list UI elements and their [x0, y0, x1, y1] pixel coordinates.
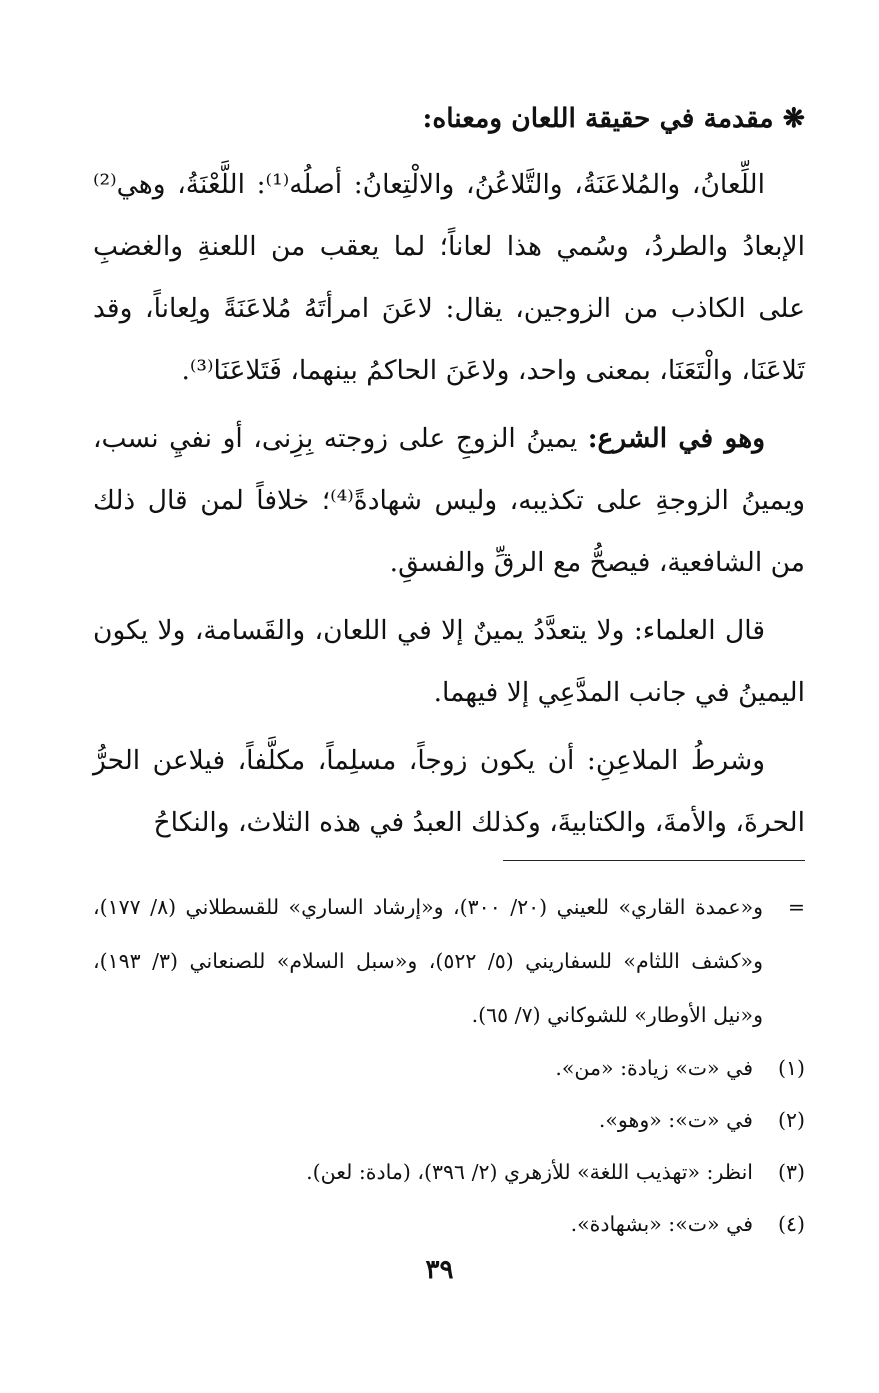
footnote-item — [93, 1094, 805, 1146]
footnote-number: (١) — [777, 1056, 805, 1080]
paragraph-conditions: وشرطُ الملاعِنِ: أن يكون زوجاً، مسلِماً، مكلَّفاً، فيلاعن الحرُّ الحرةَ، والأمةَ، والكتابيةَ، وكذلك العبدُ في هذه الثلاث، والنكاحُ — [93, 745, 805, 838]
footnote-number: (٣) — [777, 1160, 805, 1184]
section-heading: ❋ مقدمة في حقيقة اللعان ومعناه: — [422, 103, 805, 134]
footnote-text: في «ت»: «بشهادة». — [570, 1212, 753, 1236]
paragraph-definition-language: اللِّعانُ، والمُلاعَنَةُ، والتَّلاعُنُ، والالْتِعانُ: أصلُه⁽¹⁾: اللَّعْنَةُ، وهي⁽²⁾ الإبعادُ والطردُ، وسُمي هذا لعاناً؛ لما يعقب من اللعنةِ والغضبِ على الكاذب من الزوجين، يقال: لاعَنَ امرأتَهُ مُلاعَنَةً ولِعاناً، وقد تَلاعَنَا، والْتَعَنَا، بمعنى واحد، ولاعَنَ الحاكمُ بينهما، فَتَلاعَنَا⁽³⁾. — [93, 169, 805, 386]
footnote-text: انظر: «تهذيب اللغة» للأزهري (٢/ ٣٩٦)، (مادة: لعن). — [306, 1160, 753, 1184]
sharia-lead: وهو في الشرع: — [587, 423, 765, 454]
footnote-number: (٤) — [777, 1212, 805, 1236]
footnote-item — [93, 1042, 805, 1094]
main-text — [93, 88, 805, 860]
sharia-rest: يمينُ الزوجِ على زوجته بِزِنى، أو نفيِ نسب، ويمينُ الزوجةِ على تكذيبه، وليس شهادةً⁽⁴⁾؛ خلافاً لمن قال ذلك من الشافعية، فيصحُّ مع الرقِّ والفسقِ. — [93, 423, 805, 578]
footnote-item — [93, 1146, 805, 1198]
continuation-text: و«عمدة القاري» للعيني (٢٠/ ٣٠٠)، و«إرشاد الساري» للقسطلاني (٨/ ١٧٧)، و«كشف اللثام» للسفاريني (٥/ ٥٢٢)، و«سبل السلام» للصنعاني (٣/ ١٩٣)، و«نيل الأوطار» للشوكاني (٧/ ٦٥). — [93, 895, 764, 1027]
paragraph-definition-sharia — [93, 408, 805, 594]
footnote-item — [93, 1198, 805, 1250]
paragraph-scholars: قال العلماء: ولا يتعدَّدُ يمينٌ إلا في اللعان، والقَسامة، ولا يكون اليمينُ في جانب المدَّعِي إلا فيهما. — [93, 615, 805, 708]
footnote-continuation — [93, 880, 805, 1042]
footnote-text: في «ت» زيادة: «من». — [555, 1056, 753, 1080]
footnotes — [93, 880, 805, 1250]
footnote-number: (٢) — [777, 1108, 805, 1132]
page-number: ٣٩ — [425, 1255, 454, 1285]
continuation-mark: = — [787, 895, 805, 919]
footnote-divider — [503, 860, 805, 861]
footnote-text: في «ت»: «وهو». — [598, 1108, 753, 1132]
